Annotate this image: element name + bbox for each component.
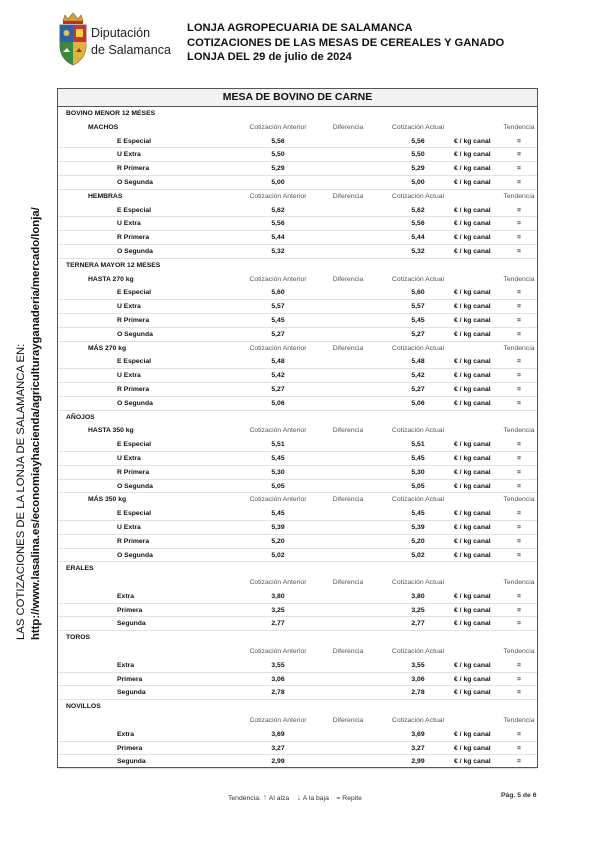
grade-name: Extra [117,661,135,669]
section-row [58,107,537,121]
price-anterior: 5,45 [271,454,285,462]
price-anterior: 5,60 [271,289,285,297]
table-row [58,217,537,231]
price-anterior: 5,32 [271,247,285,255]
col-header-diferencia: Diferencia [332,579,364,587]
col-header-anterior: Cotización Anterior [249,496,307,504]
grade-name: U Extra [117,523,141,531]
group-header-row [58,424,537,438]
price-anterior: 3,06 [271,675,285,683]
table-row [58,162,537,176]
grade-name: U Extra [117,220,141,228]
price-unit: € / kg canal [454,441,491,449]
price-anterior: 5,30 [271,468,285,476]
grade-name: O Segunda [117,247,153,255]
price-unit: € / kg canal [454,206,491,214]
grade-name: E Especial [117,206,152,214]
table-row [58,300,537,314]
price-unit: € / kg canal [454,468,491,476]
grade-name: R Primera [117,468,150,476]
legend-repeat-label: = Repite [336,795,362,802]
price-actual: 5,32 [411,247,425,255]
grade-name: U Extra [117,151,141,159]
price-actual: 5,62 [411,206,425,214]
price-actual: 5,56 [411,137,425,145]
price-actual: 5,39 [411,523,425,531]
col-header-diferencia: Diferencia [332,648,364,656]
arrow-up-icon: ↑ [262,792,268,802]
price-unit: € / kg canal [454,744,491,752]
price-actual: 5,51 [411,441,425,449]
price-unit: € / kg canal [454,551,491,559]
price-anterior: 5,06 [271,399,285,407]
grade-name: O Segunda [117,551,153,559]
section-row [58,631,537,645]
price-unit: € / kg canal [454,661,491,669]
price-unit: € / kg canal [454,606,491,614]
price-actual: 3,55 [411,661,425,669]
grade-name: O Segunda [117,399,153,407]
price-unit: € / kg canal [454,510,491,518]
trend-value: = [517,220,521,228]
price-unit: € / kg canal [454,482,491,490]
price-unit: € / kg canal [454,399,491,407]
price-actual: 5,29 [411,165,425,173]
price-actual: 5,57 [411,303,425,311]
trend-value: = [517,206,521,214]
price-actual: 5,44 [411,234,425,242]
price-actual: 5,42 [411,372,425,380]
grade-name: E Especial [117,510,152,518]
document-header [187,21,504,65]
prices-table [57,88,538,768]
price-unit: € / kg canal [454,234,491,242]
price-anterior: 5,57 [271,303,285,311]
col-header-actual: Cotización Actual [391,717,445,725]
price-anterior: 3,55 [271,661,285,669]
table-row [58,452,537,466]
trend-value: = [517,234,521,242]
col-header-actual: Cotización Actual [391,579,445,587]
price-anterior: 5,05 [271,482,285,490]
side-url-note [14,160,44,640]
trend-value: = [517,482,521,490]
price-actual: 5,60 [411,289,425,297]
price-anterior: 2,78 [271,689,285,697]
col-header-diferencia: Diferencia [332,123,364,131]
section-title: TOROS [66,634,91,642]
price-actual: 5,06 [411,399,425,407]
price-actual: 2,77 [411,620,425,628]
col-header-tendencia: Tendencia [503,579,535,587]
logo-text-line2: de Salamanca [91,43,171,57]
price-unit: € / kg canal [454,385,491,393]
price-unit: € / kg canal [454,372,491,380]
price-actual: 2,78 [411,689,425,697]
price-actual: 5,50 [411,151,425,159]
table-row [58,673,537,687]
grade-name: Primera [117,675,143,683]
col-header-tendencia: Tendencia [503,496,535,504]
group-title: HASTA 270 kg [88,275,134,283]
trend-value: = [517,551,521,559]
section-row [58,700,537,714]
section-row [58,259,537,273]
price-unit: € / kg canal [454,220,491,228]
table-rows [58,107,537,769]
grade-name: E Especial [117,137,152,145]
trend-value: = [517,358,521,366]
price-unit: € / kg canal [454,165,491,173]
table-row [58,397,537,411]
header-line1: LONJA AGROPECUARIA DE SALAMANCA [187,22,413,34]
group-title: MÁS 350 kg [88,496,127,504]
group-header-row [58,121,537,135]
grade-name: Primera [117,744,143,752]
price-actual: 3,69 [411,730,425,738]
header-line3: LONJA DEL 29 de julio de 2024 [187,51,352,63]
price-actual: 5,45 [411,316,425,324]
table-title: MESA DE BOVINO DE CARNE [58,89,537,107]
trend-value: = [517,399,521,407]
arrow-down-icon: ↓ [296,792,302,802]
trend-value: = [517,468,521,476]
price-actual: 3,06 [411,675,425,683]
side-note-url[interactable]: http://www.lasalina.es/economiayhacienda/agriculturayganaderia/mercado/lonja/ [30,207,42,640]
trend-value: = [517,675,521,683]
section-title: TERNERA MAYOR 12 MESES [66,261,161,269]
group-title: MACHOS [88,123,119,131]
side-note-text: LAS COTIZACIONES DE LA LONJA DE SALAMANCA EN: [15,343,27,640]
table-row [58,549,537,563]
trend-value: = [517,758,521,766]
price-anterior: 5,29 [271,165,285,173]
legend-down-label: A la baja [302,795,329,802]
group-header-row [58,714,537,728]
price-unit: € / kg canal [454,523,491,531]
price-anterior: 3,80 [271,592,285,600]
logo-text-line1: Diputación [91,26,151,40]
grade-name: Extra [117,592,135,600]
grade-name: E Especial [117,441,152,449]
table-row [58,507,537,521]
trend-value: = [517,330,521,338]
table-row [58,521,537,535]
trend-value: = [517,151,521,159]
col-header-actual: Cotización Actual [391,427,445,435]
trend-value: = [517,372,521,380]
table-row [58,176,537,190]
price-unit: € / kg canal [454,730,491,738]
price-unit: € / kg canal [454,620,491,628]
grade-name: Segunda [117,689,146,697]
grade-name: E Especial [117,289,152,297]
table-row [58,438,537,452]
price-anterior: 3,27 [271,744,285,752]
grade-name: O Segunda [117,178,153,186]
price-anterior: 5,51 [271,441,285,449]
col-header-anterior: Cotización Anterior [249,579,307,587]
section-title: ERALES [66,565,94,573]
col-header-diferencia: Diferencia [332,717,364,725]
price-anterior: 5,20 [271,537,285,545]
col-header-actual: Cotización Actual [391,275,445,283]
table-row [58,590,537,604]
price-unit: € / kg canal [454,758,491,766]
trend-value: = [517,523,521,531]
trend-value: = [517,510,521,518]
col-header-anterior: Cotización Anterior [249,123,307,131]
col-header-diferencia: Diferencia [332,496,364,504]
table-row [58,314,537,328]
table-row [58,231,537,245]
trend-value: = [517,289,521,297]
grade-name: Segunda [117,758,146,766]
grade-name: E Especial [117,358,152,366]
table-row [58,245,537,259]
trend-value: = [517,441,521,449]
price-actual: 3,80 [411,592,425,600]
price-unit: € / kg canal [454,592,491,600]
price-unit: € / kg canal [454,316,491,324]
col-header-actual: Cotización Actual [391,344,445,352]
price-actual: 5,27 [411,385,425,393]
trend-value: = [517,165,521,173]
table-row [58,686,537,700]
price-actual: 5,05 [411,482,425,490]
price-anterior: 2,99 [271,758,285,766]
trend-value: = [517,316,521,324]
section-row [58,411,537,425]
trend-value: = [517,385,521,393]
price-anterior: 5,42 [271,372,285,380]
col-header-anterior: Cotización Anterior [249,275,307,283]
col-header-anterior: Cotización Anterior [249,192,307,200]
table-row [58,383,537,397]
price-anterior: 5,56 [271,137,285,145]
col-header-tendencia: Tendencia [503,192,535,200]
price-anterior: 5,45 [271,510,285,518]
legend-up-label: Al alza [268,795,290,802]
price-unit: € / kg canal [454,289,491,297]
trend-value: = [517,247,521,255]
price-anterior: 5,50 [271,151,285,159]
grade-name: R Primera [117,316,150,324]
price-unit: € / kg canal [454,454,491,462]
legend-label: Tendencia: [228,795,261,802]
price-actual: 5,02 [411,551,425,559]
grade-name: R Primera [117,385,150,393]
table-row [58,755,537,769]
page-number: Pág. 5 de 6 [501,792,537,799]
col-header-tendencia: Tendencia [503,344,535,352]
price-unit: € / kg canal [454,303,491,311]
table-row [58,355,537,369]
grade-name: R Primera [117,165,150,173]
table-row [58,535,537,549]
price-anterior: 2,77 [271,620,285,628]
price-anterior: 5,00 [271,178,285,186]
group-header-row [58,190,537,204]
price-unit: € / kg canal [454,151,491,159]
price-anterior: 5,56 [271,220,285,228]
col-header-diferencia: Diferencia [332,344,364,352]
table-row [58,204,537,218]
trend-value: = [517,592,521,600]
group-header-row [58,645,537,659]
grade-name: R Primera [117,537,150,545]
price-actual: 3,25 [411,606,425,614]
price-unit: € / kg canal [454,675,491,683]
price-actual: 5,48 [411,358,425,366]
table-row [58,135,537,149]
price-anterior: 3,25 [271,606,285,614]
trend-value: = [517,454,521,462]
grade-name: U Extra [117,303,141,311]
trend-value: = [517,537,521,545]
col-header-anterior: Cotización Anterior [249,648,307,656]
group-title: HASTA 350 kg [88,427,134,435]
col-header-tendencia: Tendencia [503,427,535,435]
price-unit: € / kg canal [454,537,491,545]
trend-value: = [517,620,521,628]
section-row [58,562,537,576]
price-actual: 5,45 [411,454,425,462]
table-row [58,466,537,480]
price-unit: € / kg canal [454,178,491,186]
table-row [58,286,537,300]
table-row [58,617,537,631]
grade-name: O Segunda [117,330,153,338]
price-actual: 5,30 [411,468,425,476]
price-anterior: 5,45 [271,316,285,324]
col-header-tendencia: Tendencia [503,648,535,656]
trend-value: = [517,730,521,738]
grade-name: R Primera [117,234,150,242]
header-line2: COTIZACIONES DE LAS MESAS DE CEREALES Y GANADO [187,36,505,49]
col-header-tendencia: Tendencia [503,717,535,725]
group-header-row [58,576,537,590]
price-actual: 3,27 [411,744,425,752]
price-unit: € / kg canal [454,330,491,338]
trend-value: = [517,661,521,669]
coat-of-arms-icon [57,12,89,68]
grade-name: O Segunda [117,482,153,490]
price-actual: 5,27 [411,330,425,338]
group-header-row [58,273,537,287]
table-row [58,659,537,673]
trend-legend [228,792,362,802]
diputacion-logo [57,12,172,68]
price-unit: € / kg canal [454,689,491,697]
col-header-tendencia: Tendencia [503,275,535,283]
price-unit: € / kg canal [454,137,491,145]
price-actual: 2,99 [411,758,425,766]
table-row [58,148,537,162]
price-anterior: 5,02 [271,551,285,559]
trend-value: = [517,303,521,311]
price-actual: 5,00 [411,178,425,186]
price-actual: 5,45 [411,510,425,518]
col-header-actual: Cotización Actual [391,123,445,131]
section-title: AÑOJOS [66,413,95,421]
section-title: BOVINO MENOR 12 MESES [66,110,156,117]
price-anterior: 5,27 [271,385,285,393]
table-row [58,480,537,494]
col-header-actual: Cotización Actual [391,192,445,200]
grade-name: Primera [117,606,143,614]
col-header-diferencia: Diferencia [332,192,364,200]
col-header-anterior: Cotización Anterior [249,344,307,352]
col-header-diferencia: Diferencia [332,427,364,435]
col-header-diferencia: Diferencia [332,275,364,283]
trend-value: = [517,689,521,697]
price-anterior: 5,48 [271,358,285,366]
price-unit: € / kg canal [454,358,491,366]
table-row [58,604,537,618]
col-header-actual: Cotización Actual [391,648,445,656]
col-header-actual: Cotización Actual [391,496,445,504]
group-header-row [58,342,537,356]
col-header-tendencia: Tendencia [503,123,535,131]
grade-name: Extra [117,730,135,738]
grade-name: U Extra [117,372,141,380]
table-row [58,742,537,756]
trend-value: = [517,178,521,186]
group-header-row [58,493,537,507]
price-anterior: 5,44 [271,234,285,242]
price-anterior: 5,62 [271,206,285,214]
trend-value: = [517,744,521,752]
table-row [58,728,537,742]
col-header-anterior: Cotización Anterior [249,717,307,725]
trend-value: = [517,137,521,145]
price-anterior: 5,27 [271,330,285,338]
trend-value: = [517,606,521,614]
grade-name: Segunda [117,620,146,628]
grade-name: U Extra [117,454,141,462]
price-actual: 5,56 [411,220,425,228]
table-row [58,369,537,383]
price-anterior: 3,69 [271,730,285,738]
price-actual: 5,20 [411,537,425,545]
table-row [58,328,537,342]
price-anterior: 5,39 [271,523,285,531]
section-title: NOVILLOS [66,703,101,711]
group-title: HEMBRAS [88,192,123,200]
col-header-anterior: Cotización Anterior [249,427,307,435]
price-unit: € / kg canal [454,247,491,255]
group-title: MÁS 270 kg [88,344,127,352]
